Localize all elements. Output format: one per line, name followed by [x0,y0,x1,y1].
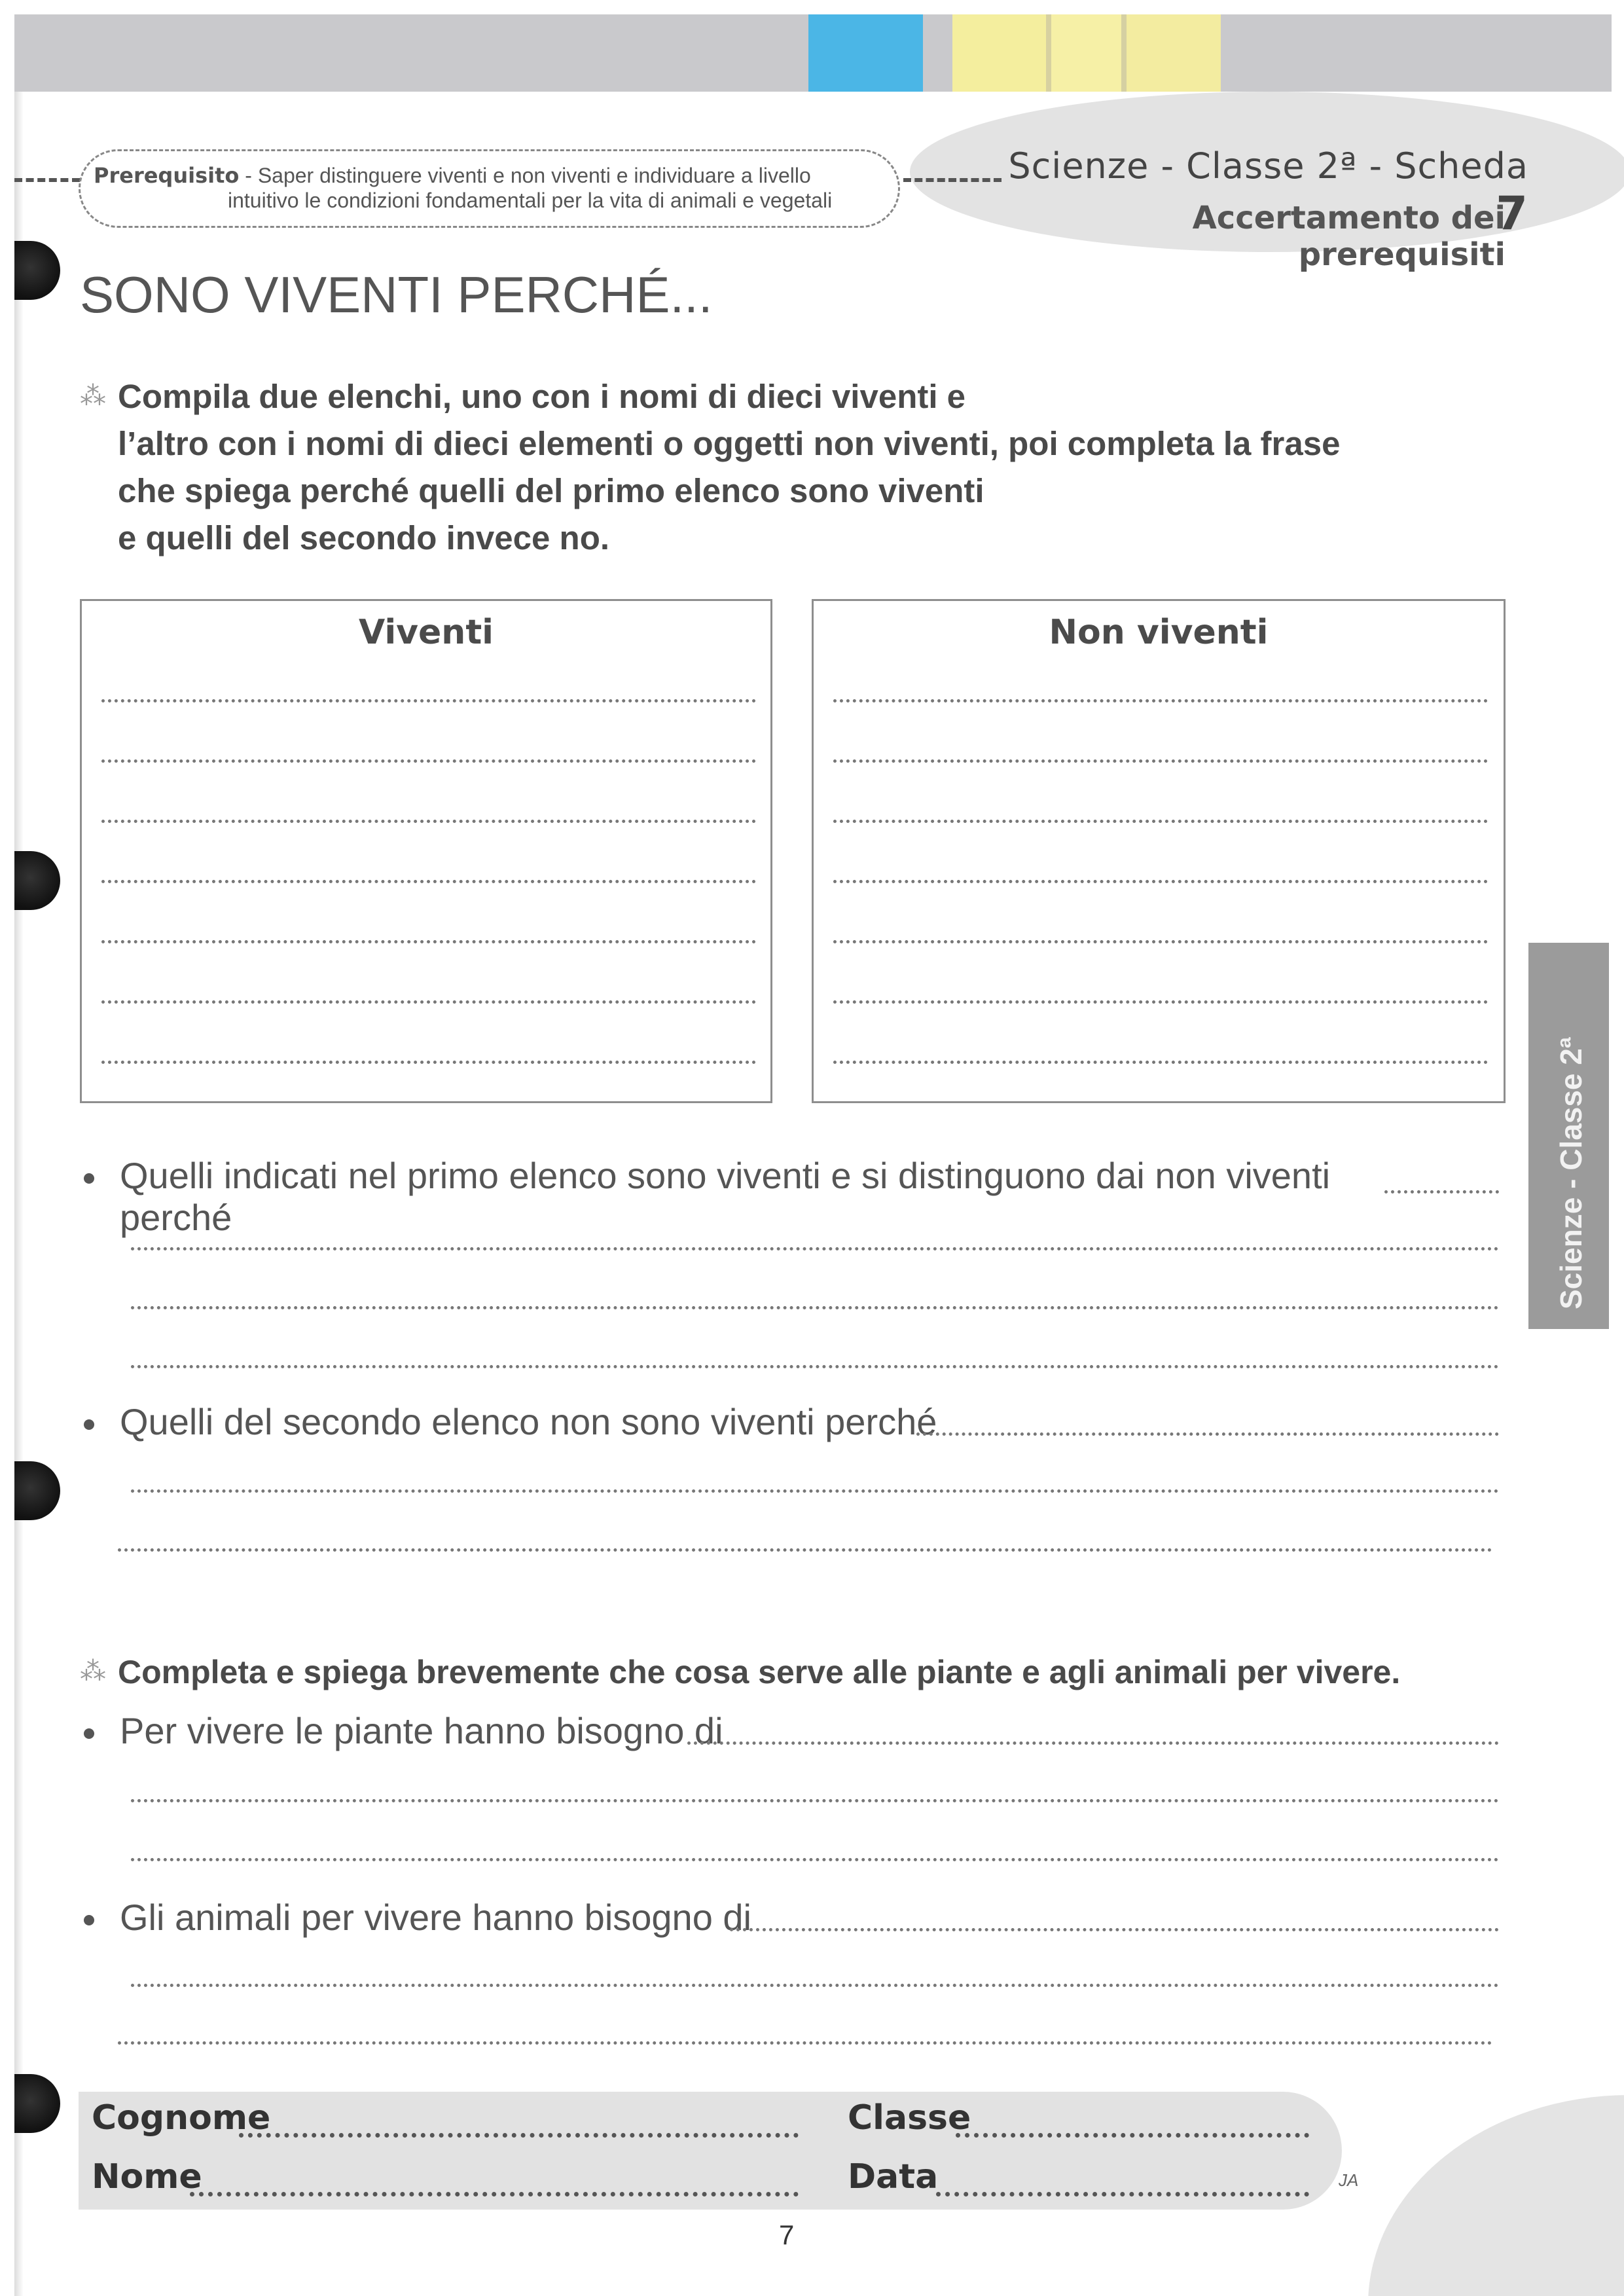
side-tab [1528,943,1609,1329]
answer-line[interactable] [131,1799,1499,1802]
worksheet-title-text: Scienze - Classe 2ª - Scheda [1008,145,1528,187]
answer-line[interactable] [101,1061,756,1064]
yellow-tab-marker [952,14,1051,92]
header-dash [903,178,1001,182]
answer-line[interactable] [131,1489,1499,1493]
sentence-viventi: Quelli indicati nel primo elenco sono viventi e si distinguono dai non viventi perché [120,1155,1331,1238]
answer-line[interactable] [101,1000,756,1004]
answer-line[interactable] [833,699,1488,702]
answer-line[interactable] [101,699,756,702]
answer-line[interactable] [101,880,756,883]
sparkle-icon: ⁂ [80,1657,106,1686]
sentence-non-viventi: Quelli del secondo elenco non sono viventi perché [120,1401,937,1442]
sparkle-icon: ⁂ [80,382,106,410]
page-number: 7 [779,2219,795,2250]
date-field[interactable] [936,2192,1309,2196]
bullet [84,1728,94,1739]
answer-line[interactable] [131,1306,1499,1309]
tab-divider [1046,14,1051,92]
answer-line[interactable] [833,940,1488,943]
blue-tab-marker [808,14,923,92]
bullet [84,1173,94,1184]
binding-shadow [14,92,24,2296]
surname-label: Cognome [92,2098,271,2138]
binder-hole [14,2074,60,2133]
sentence-piante: Per vivere le piante hanno bisogno di [120,1710,723,1751]
page-corner-decoration [1368,2095,1624,2296]
binder-hole [14,241,60,300]
answer-line[interactable] [1384,1190,1499,1194]
instruction-line: che spiega perché quelli del primo elenco sono viventi [118,472,984,509]
answer-line[interactable] [131,1858,1499,1861]
non-viventi-box [812,599,1506,1103]
instruction-line: l’altro con i nomi di dieci elementi o oggetti non viventi, poi completa la frase [118,425,1341,462]
answer-line[interactable] [916,1432,1499,1436]
prerequisite-text-line2: intuitivo le condizioni fondamentali per la vita di animali e vegetali [228,189,833,212]
instruction-line: Compila due elenchi, uno con i nomi di dieci viventi e [118,378,966,415]
prerequisite-box [79,149,900,228]
answer-line[interactable] [833,880,1488,883]
answer-line[interactable] [833,1000,1488,1004]
answer-line[interactable] [101,759,756,763]
page-title: SONO VIVENTI PERCHÉ... [80,266,713,323]
binder-hole [14,851,60,910]
prerequisite-text: - Saper distinguere viventi e non viventi e individuare a livello [239,164,811,187]
answer-line[interactable] [131,1247,1499,1250]
sentence-animali: Gli animali per vivere hanno bisogno di [120,1897,751,1938]
answer-line[interactable] [833,1061,1488,1064]
viventi-box [80,599,772,1103]
yellow-tab-marker [1051,14,1126,92]
yellow-tab-marker [1126,14,1221,92]
viventi-header: Viventi [358,613,494,652]
exercise1-instruction [118,373,1340,562]
answer-line[interactable] [730,1928,1499,1931]
answer-line[interactable] [131,1365,1499,1368]
answer-line[interactable] [131,1984,1499,1987]
surname-field[interactable] [239,2133,799,2138]
answer-line[interactable] [118,2041,1492,2045]
answer-line[interactable] [833,820,1488,823]
date-label: Data [848,2157,939,2196]
side-tab-label: Scienze - Classe 2ª [1554,1037,1588,1309]
answer-line[interactable] [101,820,756,823]
header-dash [14,178,80,182]
initials: JA [1339,2170,1359,2190]
name-field[interactable] [190,2192,799,2196]
answer-line[interactable] [833,759,1488,763]
instruction-line: e quelli del secondo invece no. [118,519,610,556]
name-label: Nome [92,2157,202,2196]
bullet [84,1419,94,1430]
non-viventi-header: Non viventi [1049,613,1269,652]
bullet [84,1915,94,1925]
answer-line[interactable] [101,940,756,943]
answer-line[interactable] [118,1548,1492,1552]
answer-line[interactable] [687,1741,1499,1745]
class-label: Classe [848,2098,971,2138]
prerequisite-label: Prerequisito [94,163,240,188]
worksheet-number: 7 [1496,187,1528,240]
tab-divider [1121,14,1127,92]
worksheet-subtitle: Accertamento dei prerequisiti [1192,200,1506,273]
class-field[interactable] [956,2133,1309,2138]
binder-hole [14,1461,60,1520]
exercise2-instruction: Completa e spiega brevemente che cosa serve alle piante e agli animali per vivere. [118,1654,1401,1690]
